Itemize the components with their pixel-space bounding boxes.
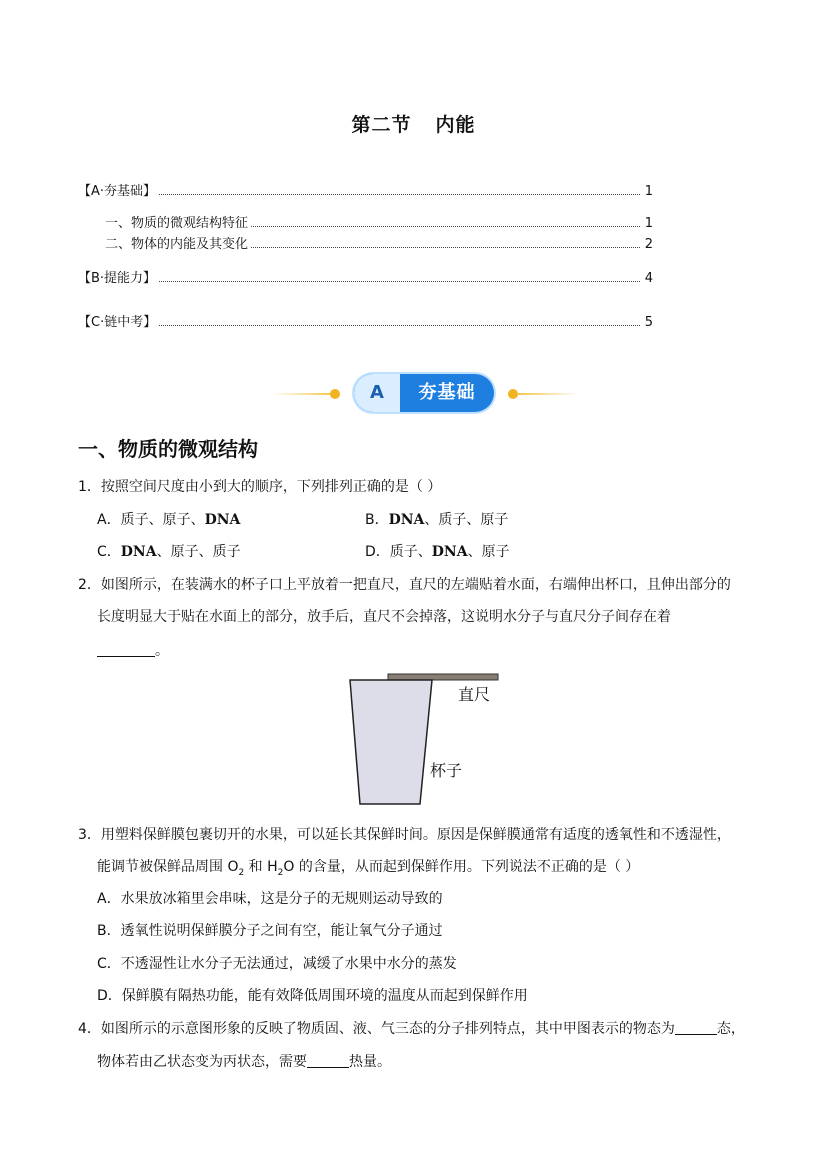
question-1-option-d[interactable]: [365, 541, 510, 561]
question-2-line-2: 长度明显大于贴在水面上的部分，放手后，直尺不会掉落，这说明水分子与直尺分子间存在着: [97, 609, 671, 625]
question-1-stem: 1．按照空间尺度由小到大的顺序，下列排列正确的是（ ）: [78, 479, 442, 495]
answer-blank[interactable]: [675, 1020, 717, 1035]
text-part: 热量。: [349, 1054, 391, 1070]
ruler-shape: [388, 674, 498, 680]
toc-entry-a1[interactable]: [105, 212, 653, 231]
option-term: DNA: [120, 544, 157, 560]
banner-dot-left: [330, 389, 340, 399]
toc-page-number: 5: [644, 315, 653, 330]
toc-entry-a2[interactable]: [105, 233, 653, 252]
answer-blank[interactable]: [97, 642, 155, 657]
option-text: C．: [97, 544, 121, 560]
option-text: D．质子、: [365, 544, 432, 560]
toc-leader: [159, 324, 640, 326]
toc-page-number: 1: [644, 184, 653, 199]
toc-entry-a[interactable]: [78, 180, 653, 199]
text-part: O 的含量，从而起到保鲜作用。下列说法不正确的是（ ）: [283, 859, 640, 875]
toc-page-number: 4: [644, 271, 653, 286]
cup-ruler-figure: [340, 668, 520, 813]
question-4-line-1: [78, 1018, 745, 1038]
option-text: B．: [365, 512, 389, 528]
text-part: 4．如图所示的示意图形象的反映了物质固、液、气三态的分子排列特点，其中甲图表示的物态为: [78, 1021, 675, 1037]
punctuation: 。: [155, 643, 169, 659]
option-text: 、原子: [467, 544, 510, 560]
toc-label: 一、物质的微观结构特征: [105, 216, 249, 231]
banner-pill: [354, 374, 494, 412]
banner-text: 夯基础: [418, 382, 476, 403]
question-3-line-2: [97, 856, 639, 878]
section-heading: 一、物质的微观结构: [78, 437, 258, 461]
toc-page-number: 1: [644, 216, 653, 231]
question-3-line-1: 3．用塑料保鲜膜包裹切开的水果，可以延长其保鲜时间。原因是保鲜膜通常有适度的透氧性和不透湿性，: [78, 827, 731, 843]
toc-label: 二、物体的内能及其变化: [105, 237, 249, 252]
question-1-option-a[interactable]: [97, 509, 240, 529]
subscript: 2: [238, 867, 245, 878]
text-part: 态，: [716, 1021, 745, 1037]
question-1-option-b[interactable]: [365, 509, 508, 529]
question-3-option-b[interactable]: B．透氧性说明保鲜膜分子之间有空，能让氧气分子通过: [97, 923, 443, 939]
question-3-option-d[interactable]: D．保鲜膜有隔热功能，能有效降低周围环境的温度从而起到保鲜作用: [97, 988, 528, 1004]
subscript: 2: [277, 867, 284, 878]
question-4-line-2: [97, 1051, 391, 1071]
question-3-option-a[interactable]: A．水果放冰箱里会串味，这是分子的无规则运动导致的: [97, 891, 443, 907]
option-term: DNA: [204, 512, 241, 528]
toc-page-number: 2: [644, 237, 653, 252]
toc-label: 【B·提能力】: [78, 271, 157, 286]
cup-ruler-illustration: [340, 668, 520, 813]
option-text: 、质子、原子: [424, 512, 509, 528]
question-2-line-1: 2．如图所示，在装满水的杯子口上平放着一把直尺，直尺的左端贴着水面，右端伸出杯口，且伸出部分的: [78, 577, 731, 593]
toc-label: 【C·链中考】: [78, 315, 157, 330]
section-banner: [0, 372, 827, 412]
page-title: [0, 110, 827, 137]
toc-entry-c[interactable]: [78, 311, 653, 330]
title-section-number: 第二节: [351, 114, 412, 136]
toc-entry-b[interactable]: [78, 267, 653, 286]
question-1-option-c[interactable]: [97, 541, 241, 561]
text-part: 和 H: [244, 859, 278, 875]
option-term: DNA: [388, 512, 425, 528]
toc-leader: [251, 246, 640, 248]
cup-shape: [350, 680, 432, 804]
answer-blank[interactable]: [307, 1053, 349, 1068]
banner-letter: A: [354, 374, 400, 412]
option-term: DNA: [431, 544, 468, 560]
cup-label: 杯子: [430, 761, 463, 780]
banner-line-right: [517, 393, 579, 395]
toc-leader: [159, 193, 640, 195]
option-text: 、原子、质子: [156, 544, 241, 560]
toc-leader: [159, 280, 640, 282]
text-part: 物体若由乙状态变为丙状态，需要: [97, 1054, 307, 1070]
toc-label: 【A·夯基础】: [78, 184, 157, 199]
banner-line-left: [272, 393, 334, 395]
ruler-label: 直尺: [458, 685, 491, 704]
question-3-option-c[interactable]: C．不透湿性让水分子无法通过，减缓了水果中水分的蒸发: [97, 956, 457, 972]
text-part: 能调节被保鲜品周围 O: [97, 859, 239, 875]
title-topic: 内能: [435, 114, 476, 136]
toc-leader: [251, 225, 640, 227]
question-2-line-3: [97, 640, 169, 660]
option-text: A．质子、原子、: [97, 512, 205, 528]
